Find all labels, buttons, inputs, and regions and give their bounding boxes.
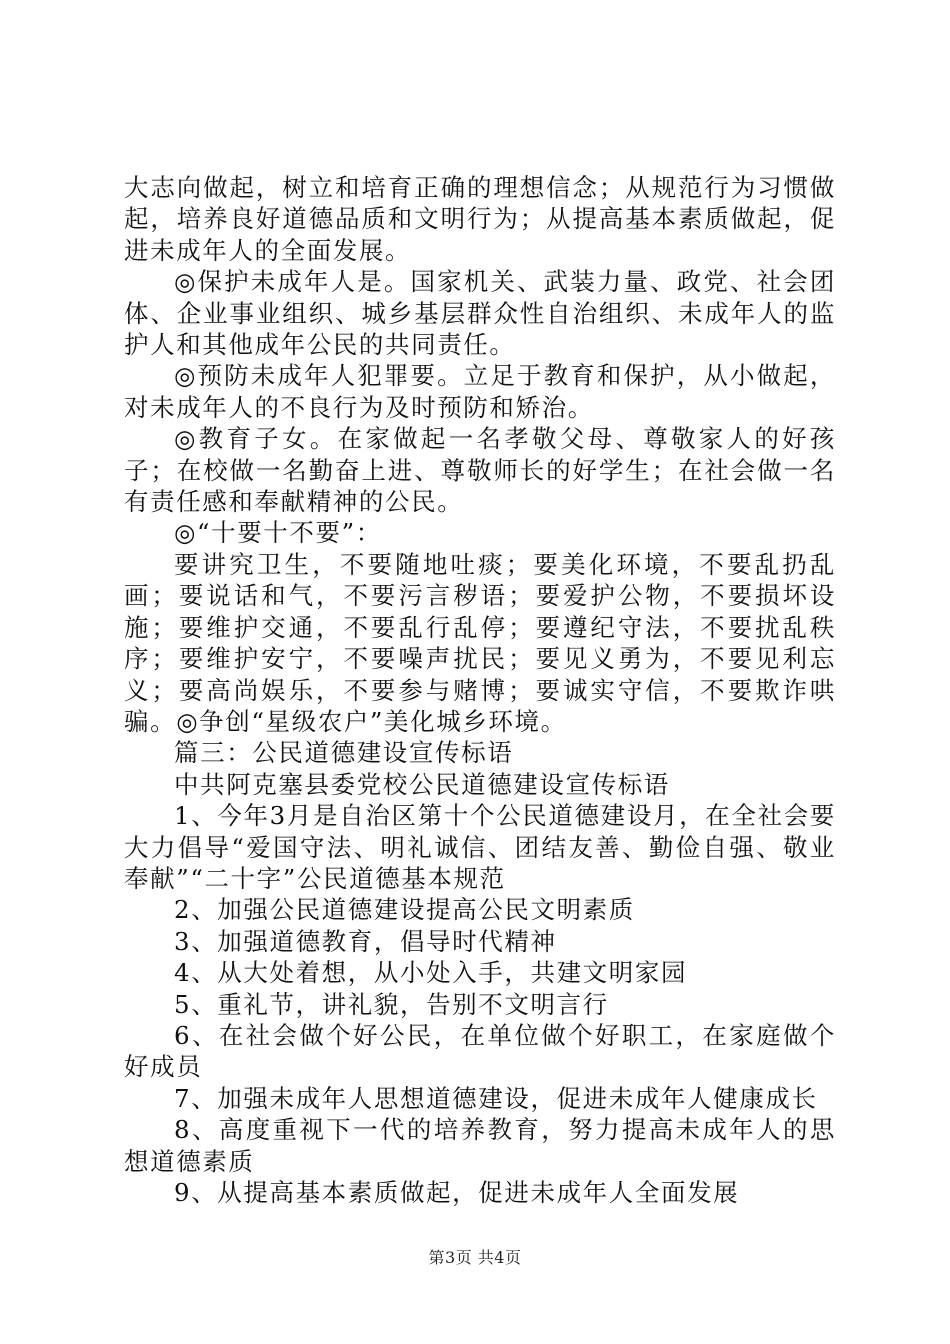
slogan-item: 7、加强未成年人思想道德建设，促进未成年人健康成长: [174, 1083, 818, 1113]
page-number-footer: 第3页 共4页: [428, 1248, 522, 1267]
slogan-item: 8、高度重视下一代的培养教育，努力提高未成年人的思想道德素质: [124, 1115, 836, 1176]
slogan-item: 3、加强道德教育，倡导时代精神: [174, 926, 557, 956]
slogan-item: 9、从提高基本素质做起，促进未成年人全面发展: [174, 1178, 740, 1207]
slogan-item: 2、加强公民道德建设提高公民文明素质: [174, 895, 635, 925]
slogan-item: 4、从大处着想，从小处入手，共建文明家园: [174, 958, 688, 988]
slogan-item: 5、重礼节，讲礼貌，告别不文明言行: [174, 989, 609, 1019]
paragraph-protect-minors: ◎保护未成年人是。国家机关、武装力量、政党、社会团体、企业事业组织、城乡基层群众性自治组织、未成年人的监护人和其他成年公民的共同责任。: [124, 267, 836, 360]
paragraph-ten-dos-list: 要讲究卫生，不要随地吐痰；要美化环境，不要乱扔乱画；要说话和气，不要污言秽语；要爱护公物，不要损坏设施；要维护交通，不要乱行乱停；要遵纪守法，不要扰乱秩序；要维护安宁，不要噪声扰民；要见义勇为，不要见利忘义；要高尚娱乐，不要参与赌博；要诚实守信，不要欺诈哄骗。◎争创“星级农户”美化城乡环境。: [124, 549, 836, 736]
paragraph-educate-children: ◎教育子女。在家做起一名孝敬父母、尊敬家人的好孩子；在校做一名勤奋上进、尊敬师长的好学生；在社会做一名有责任感和奉献精神的公民。: [124, 424, 836, 517]
section-heading: 篇三：公民道德建设宣传标语: [174, 738, 514, 768]
paragraph-continuation: 大志向做起，树立和培育正确的理想信念；从规范行为习惯做起，培养良好道德品质和文明行为；从提高基本素质做起，促进未成年人的全面发展。: [124, 173, 836, 265]
paragraph-ten-dos-heading: ◎“十要十不要”：: [174, 518, 382, 548]
section-subheading: 中共阿克塞县委党校公民道德建设宣传标语: [174, 769, 670, 799]
paragraph-prevent-crime: ◎预防未成年人犯罪要。立足于教育和保护，从小做起，对未成年人的不良行为及时预防和矫治。: [124, 361, 836, 422]
slogan-item: 6、在社会做个好公民，在单位做个好职工，在家庭做个好成员: [124, 1020, 836, 1082]
slogan-item: 1、今年3月是自治区第十个公民道德建设月，在全社会要大力倡导“爱国守法、明礼诚信、团结友善、勤俭自强、敬业奉献”“二十字”公民道德基本规范: [124, 801, 836, 893]
document-body: [124, 172, 836, 1208]
